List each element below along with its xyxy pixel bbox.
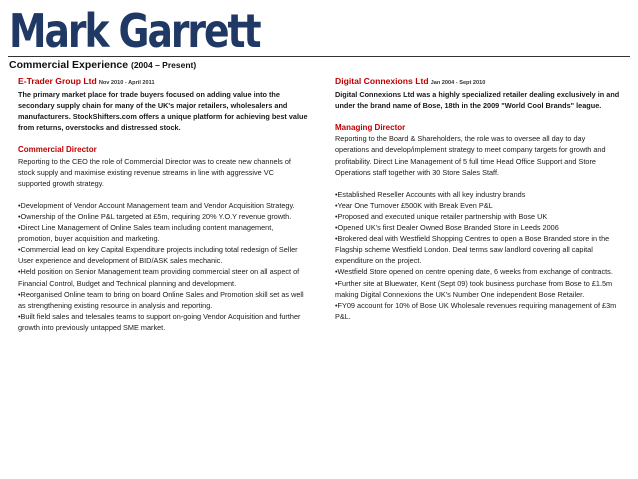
left-company-dates: Nov 2010 - April 2011 — [98, 80, 155, 86]
right-company-line — [335, 76, 620, 89]
left-role-title: Commercial Director — [18, 145, 97, 155]
left-company-line — [18, 76, 308, 89]
right-company-name: Digital Connexions Ltd — [335, 76, 429, 86]
list-item: •Westfield Store opened on centre opening date, 6 weeks from exchange of contracts. — [335, 267, 613, 277]
section-title — [9, 59, 196, 71]
right-company-dates: Jan 2004 - Sept 2010 — [430, 80, 486, 86]
list-item: •Brokered deal with Westfield Shopping Centres to open a Bose Branded store in the Flagship scheme Westfield London. Deal terms saw landlord covering all capital expenditure on the project. — [335, 234, 610, 266]
left-column — [18, 76, 308, 333]
left-company-name: E-Trader Group Ltd — [18, 76, 97, 86]
list-item: •Further site at Bluewater, Kent (Sept 09) took business purchase from Bose to £1.5m making Digital Connexions the UK's Number One independent Bose Retailer. — [335, 278, 613, 299]
resume-name: Mark Garrett — [9, 4, 260, 58]
right-company-description: Digital Connexions Ltd was a highly specialized retailer dealing exclusively in and under the brand name of Bose, 18th in the 2009 "World Cool Brands" league. — [335, 90, 620, 111]
list-item: •Opened UK's first Dealer Owned Bose Branded Store in Leeds 2006 — [335, 223, 559, 233]
right-role-title: Managing Director — [335, 123, 406, 133]
left-bullet-list — [18, 200, 308, 333]
list-item: •Ownership of the Online P&L targeted at £5m, requiring 20% Y.O.Y revenue growth. — [18, 211, 292, 221]
list-item: •Reorganised Online team to bring on board Online Sales and Promotion skill set as well as strengthening existing resource in analysis and reporting. — [18, 289, 304, 310]
right-role-text: Reporting to the Board & Shareholders, the role was to oversee all day to day operations and develop/implement strategy to meet company targets for growth and profitability. Direct Line Management of 5 full time Head Office Support and Store Operations staff together with 30 Store Sales Staff. — [335, 134, 606, 177]
list-item: •Commercial lead on key Capital Expenditure projects including total redesign of Seller User experience and development of BID/ASK sales mechanic. — [18, 245, 298, 266]
list-item: •Built field sales and telesales teams to support on-going Vendor Acquisition and further growth into previously untapped SME market. — [18, 311, 301, 332]
list-item: •Proposed and executed unique retailer partnership with Bose UK — [335, 211, 548, 221]
left-role-text: Reporting to the CEO the role of Commercial Director was to create new channels of stock supply and maximise existing revenue streams in line with aggressive VC supported growth strategy. — [18, 156, 291, 188]
header-rule — [8, 56, 630, 57]
section-dates: (2004 – Present) — [130, 60, 197, 70]
list-item: •Held position on Senior Management team providing commercial steer on all aspect of Financial Control, Budget and Technical planning and development. — [18, 267, 300, 288]
list-item: •FY09 account for 10% of Bose UK Wholesale revenues requiring management of £3m P&L. — [335, 300, 617, 321]
right-bullet-list — [335, 189, 620, 322]
list-item: •Direct Line Management of Online Sales team including content management, promotion, buyer acquisition and marketing. — [18, 223, 274, 244]
left-company-description: The primary market place for trade buyers focused on adding value into the secondary supply chain for many of the UK's major retailers, wholesalers and manufacturers. StockShifters.com offers a unique platform for achieving best value from returns, overstocks and distressed stock. — [18, 90, 308, 133]
list-item: •Established Reseller Accounts with all key industry brands — [335, 189, 526, 199]
right-column — [335, 76, 620, 322]
section-title-text: Commercial Experience — [9, 59, 129, 71]
list-item: •Year One Turnover £500K with Break Even P&L — [335, 200, 493, 210]
list-item: •Development of Vendor Account Management team and Vendor Acquisition Strategy. — [18, 200, 295, 210]
